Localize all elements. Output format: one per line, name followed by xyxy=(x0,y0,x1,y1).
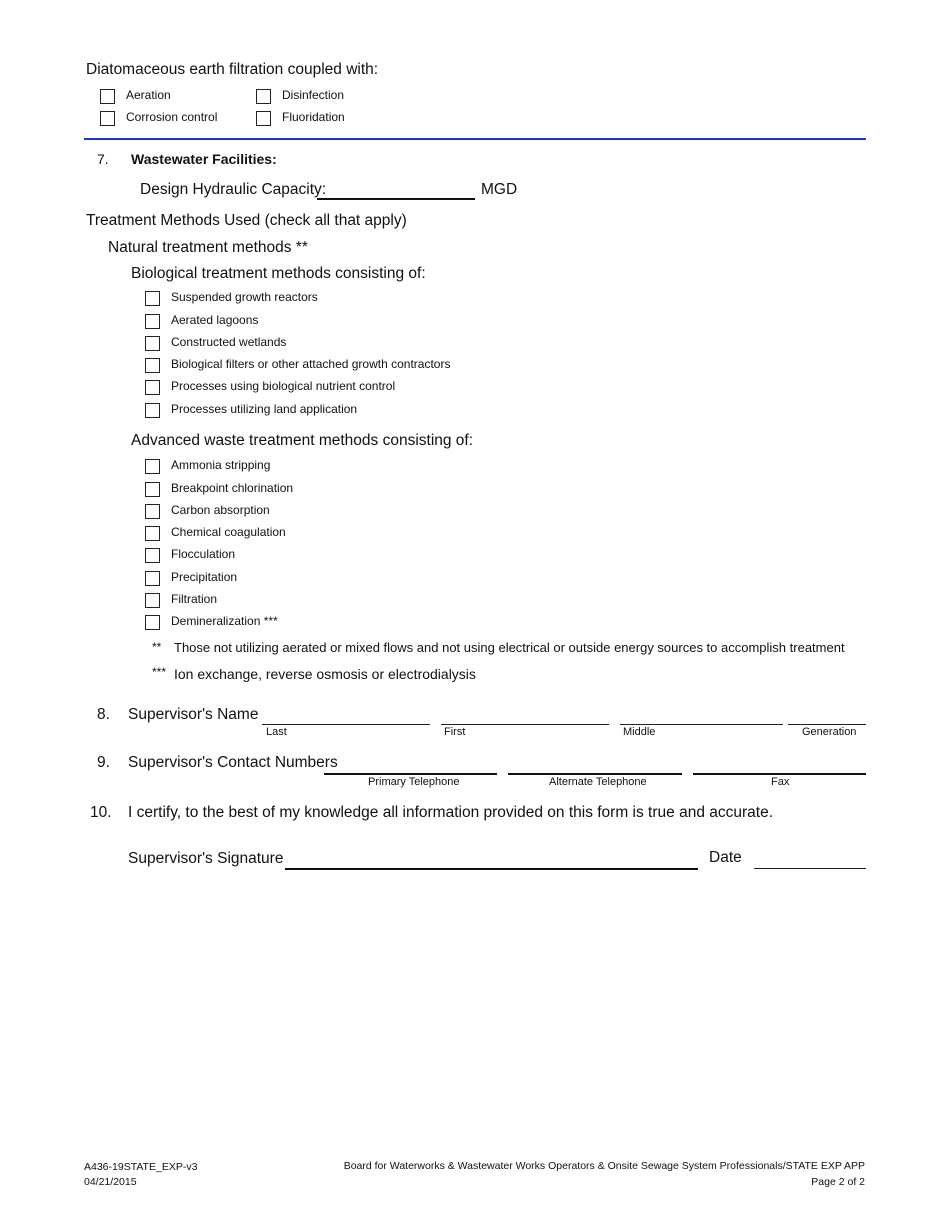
adv-checkbox-5[interactable] xyxy=(145,548,160,563)
bio-checkbox-5[interactable] xyxy=(145,380,160,395)
fax-input[interactable] xyxy=(693,773,866,775)
fax-caption: Fax xyxy=(771,776,790,788)
footer-page: Page 2 of 2 xyxy=(811,1176,865,1188)
bio-checkbox-2[interactable] xyxy=(145,314,160,329)
adv-label-1: Ammonia stripping xyxy=(171,458,271,472)
bio-label-4: Biological filters or other attached growth contractors xyxy=(171,357,451,371)
alternate-telephone-input[interactable] xyxy=(508,773,682,775)
adv-checkbox-2[interactable] xyxy=(145,482,160,497)
capacity-input[interactable] xyxy=(317,198,475,200)
bio-checkbox-6[interactable] xyxy=(145,403,160,418)
note1-mark: ** xyxy=(152,640,162,654)
section7-number: 7. xyxy=(97,151,109,167)
adv-label-6: Precipitation xyxy=(171,570,238,584)
section-divider xyxy=(84,138,866,140)
bio-checkbox-1[interactable] xyxy=(145,291,160,306)
disinfection-checkbox[interactable] xyxy=(256,89,271,104)
bio-checkbox-3[interactable] xyxy=(145,336,160,351)
last-name-input[interactable] xyxy=(262,724,430,725)
bio-label-5: Processes using biological nutrient control xyxy=(171,379,396,393)
natural-heading: Natural treatment methods ** xyxy=(108,239,308,256)
section8-number: 8. xyxy=(97,706,110,723)
signature-input[interactable] xyxy=(285,868,698,870)
fluoridation-label: Fluoridation xyxy=(282,110,345,124)
adv-checkbox-4[interactable] xyxy=(145,526,160,541)
bio-label-2: Aerated lagoons xyxy=(171,313,259,327)
bio-label-3: Constructed wetlands xyxy=(171,335,287,349)
supervisor-name-label: Supervisor's Name xyxy=(128,706,259,723)
fluoridation-checkbox[interactable] xyxy=(256,111,271,126)
adv-label-3: Carbon absorption xyxy=(171,503,270,517)
note1-text: Those not utilizing aerated or mixed flows and not using electrical or outside energy sources to accomplish treatment xyxy=(174,640,845,655)
footer-date: 04/21/2015 xyxy=(84,1176,137,1188)
footer-board: Board for Waterworks & Wastewater Works Operators & Onsite Sewage System Professionals/STATE EXP APP xyxy=(343,1160,865,1172)
certify-text: I certify, to the best of my knowledge all information provided on this form is true and accurate. xyxy=(128,804,773,821)
contact-numbers-label: Supervisor's Contact Numbers xyxy=(128,754,338,771)
first-name-input[interactable] xyxy=(441,724,609,725)
bio-checkbox-4[interactable] xyxy=(145,358,160,373)
capacity-label: Design Hydraulic Capacity: xyxy=(140,181,327,198)
generation-input[interactable] xyxy=(788,724,866,725)
signature-label: Supervisor's Signature xyxy=(128,850,284,867)
adv-label-5: Flocculation xyxy=(171,547,236,561)
middle-name-input[interactable] xyxy=(620,724,783,725)
adv-checkbox-1[interactable] xyxy=(145,459,160,474)
capacity-unit: MGD xyxy=(481,181,518,198)
section10-number: 10. xyxy=(90,804,112,821)
date-label: Date xyxy=(709,849,742,866)
section9-number: 9. xyxy=(97,754,110,771)
aeration-label: Aeration xyxy=(126,88,171,102)
biological-heading: Biological treatment methods consisting of: xyxy=(131,265,426,282)
last-name-caption: Last xyxy=(266,726,287,738)
corrosion-control-checkbox[interactable] xyxy=(100,111,115,126)
bio-label-1: Suspended growth reactors xyxy=(171,290,318,304)
primary-telephone-input[interactable] xyxy=(324,773,497,775)
adv-checkbox-7[interactable] xyxy=(145,593,160,608)
note2-text: Ion exchange, reverse osmosis or electrodialysis xyxy=(174,666,476,682)
adv-label-8: Demineralization *** xyxy=(171,614,278,628)
alternate-telephone-caption: Alternate Telephone xyxy=(549,776,647,788)
note2-mark: *** xyxy=(152,665,167,679)
first-name-caption: First xyxy=(444,726,466,738)
primary-telephone-caption: Primary Telephone xyxy=(368,776,460,788)
aeration-checkbox[interactable] xyxy=(100,89,115,104)
disinfection-label: Disinfection xyxy=(282,88,345,102)
diatomaceous-heading: Diatomaceous earth filtration coupled with: xyxy=(86,61,379,78)
adv-label-7: Filtration xyxy=(171,592,218,606)
adv-label-2: Breakpoint chlorination xyxy=(171,481,294,495)
bio-label-6: Processes utilizing land application xyxy=(171,402,358,416)
generation-caption: Generation xyxy=(802,726,857,738)
adv-label-4: Chemical coagulation xyxy=(171,525,286,539)
adv-checkbox-8[interactable] xyxy=(145,615,160,630)
footer-form-id: A436-19STATE_EXP-v3 xyxy=(84,1161,198,1173)
date-input[interactable] xyxy=(754,868,866,869)
advanced-heading: Advanced waste treatment methods consisting of: xyxy=(131,432,474,449)
adv-checkbox-3[interactable] xyxy=(145,504,160,519)
treatment-heading: Treatment Methods Used (check all that apply) xyxy=(86,212,407,229)
corrosion-control-label: Corrosion control xyxy=(126,110,218,124)
middle-name-caption: Middle xyxy=(623,726,656,738)
adv-checkbox-6[interactable] xyxy=(145,571,160,586)
section7-title: Wastewater Facilities: xyxy=(131,151,277,167)
